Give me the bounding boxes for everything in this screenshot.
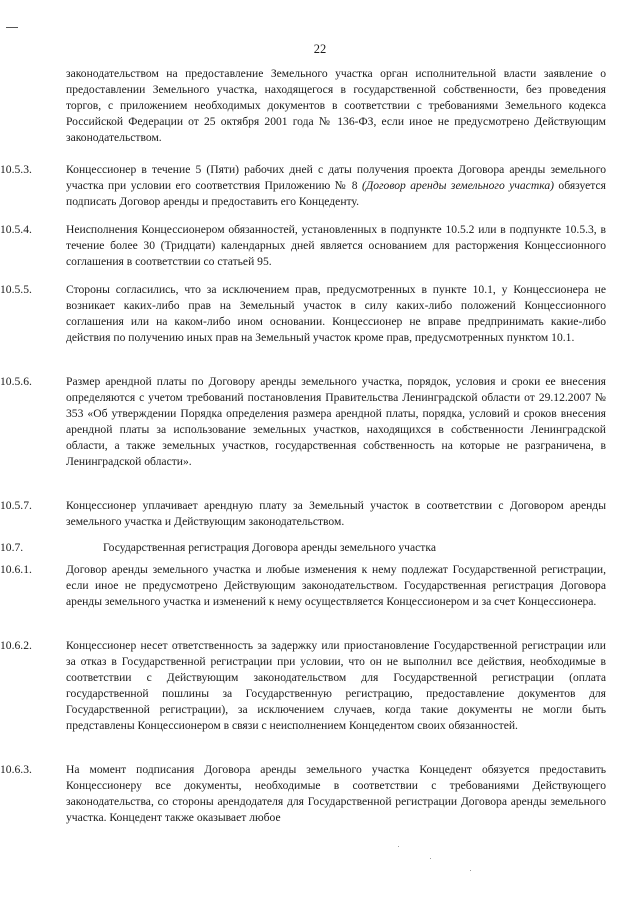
paragraph-10-6-3: [0, 762, 606, 826]
paragraph-text: Договор аренды земельного участка и любые изменения к нему подлежат Государственной регистрации, если иное не предусмотрено Действующим законодательством. Государственная регистрация Договора аренды земельного участка и изменений к нему осуществляется Концессионером и за счет Концессионера.: [66, 563, 606, 608]
paragraph-number: 10.5.5.: [0, 283, 32, 296]
paragraph-10-6-1: [0, 562, 606, 610]
paragraph-number: 10.5.7.: [0, 499, 32, 512]
paragraph-number: 10.6.1.: [0, 563, 32, 576]
scan-speck: [430, 858, 431, 859]
paragraph-number: 10.5.3.: [0, 163, 32, 176]
paragraph-text: Концессионер несет ответственность за задержку или приостановление Государственной регистрации или за отказ в Государственной регистрации при условии, что он не выполнил все действия, необходимые в соответствии с Действующим законодательством для Государственной регистрации (оплата государственной пошлины за Государственную регистрацию, предоставление документов для Государственной регистрации), за исключением случаев, когда такие документы не могли быть представлены Концессионером в связи с неисполнением Концедентом своих обязанностей.: [66, 639, 606, 732]
paragraph-text: Стороны согласились, что за исключением прав, предусмотренных в пункте 10.1, у Концессионера не возникает каких-либо прав на Земельный участок в силу каких-либо положений Концессионного соглашения или на каком-либо ином основании. Концессионер не вправе предпринимать какие-либо действия по получению иных прав на Земельный участок кроме прав, предусмотренных пунктом 10.1.: [66, 283, 606, 344]
paragraph-10-6-2: [0, 638, 606, 734]
paragraph-number: 10.6.2.: [0, 639, 32, 652]
paragraph-number: 10.6.3.: [0, 763, 32, 776]
paragraph-10-5-5: [0, 282, 606, 346]
paragraph-number: 10.5.6.: [0, 375, 32, 388]
paragraph-10-5-4: [0, 222, 606, 270]
scan-corner-mark: [6, 27, 18, 28]
section-title: Государственная регистрация Договора аренды земельного участка: [103, 541, 436, 554]
paragraph-continuation: [66, 66, 606, 146]
text-segment: Концессионер в течение 5 (Пяти) рабочих дней с даты получения проекта Договора аренды земельного участка при условии его соответствия Приложению № 8: [66, 163, 606, 192]
paragraph-number: 10.5.4.: [0, 223, 32, 236]
paragraph-10-5-6: [0, 374, 606, 470]
paragraph-text: Неисполнения Концессионером обязанностей, установленных в подпункте 10.5.2 или в подпункте 10.5.3, в течение более 30 (Тридцати) календарных дней является основанием для расторжения Концессионного соглашения в соответствии со статьей 95.: [66, 223, 606, 268]
scan-speck: [398, 846, 399, 847]
italic-reference: (Договор аренды земельного участка): [361, 179, 554, 192]
paragraph-text: Концессионер уплачивает арендную плату за Земельный участок в соответствии с Договором аренды земельного участка и Действующим законодательством.: [66, 499, 606, 528]
paragraph-10-5-3: [0, 162, 606, 210]
section-number: 10.7.: [0, 541, 24, 554]
paragraph-10-5-7: [0, 498, 606, 530]
paragraph-text: законодательством на предоставление Земельного участка орган исполнительной власти заявление о предоставлении Земельного участка, находящегося в государственной собственности, без проведения торгов, с приложением необходимых документов в соответствии с требованиями Земельного кодекса Российской Федерации от 25 октября 2001 года № 136-ФЗ, если иное не предусмотрено Действующим законодательством.: [66, 67, 606, 144]
text-segment: обязуется подписать Договор аренды и предоставить его Концеденту.: [66, 179, 606, 208]
paragraph-text: Размер арендной платы по Договору аренды земельного участка, порядок, условия и сроки ее внесения определяются с учетом требований постановления Правительства Ленинградской области от 29.12.2007 № 353 «Об утверждении Порядка определения размера арендной платы, порядка, условий и сроков внесения арендной платы за использование земельных участков, находящихся в собственности Ленинградской области, а также земельных участков, государственная собственность на которые не разграничена, в Ленинградской области».: [66, 375, 606, 468]
section-heading: [0, 540, 606, 556]
paragraph-text: [66, 162, 606, 210]
scan-speck: [470, 870, 471, 871]
paragraph-text: На момент подписания Договора аренды земельного участка Концедент обязуется предоставить Концессионеру все документы, необходимые в соответствии с требованиями Действующего законодательства, со стороны арендодателя для Государственной регистрации Договора аренды земельного участка. Концедент также оказывает любое: [66, 763, 606, 824]
page-number: 22: [313, 42, 327, 56]
